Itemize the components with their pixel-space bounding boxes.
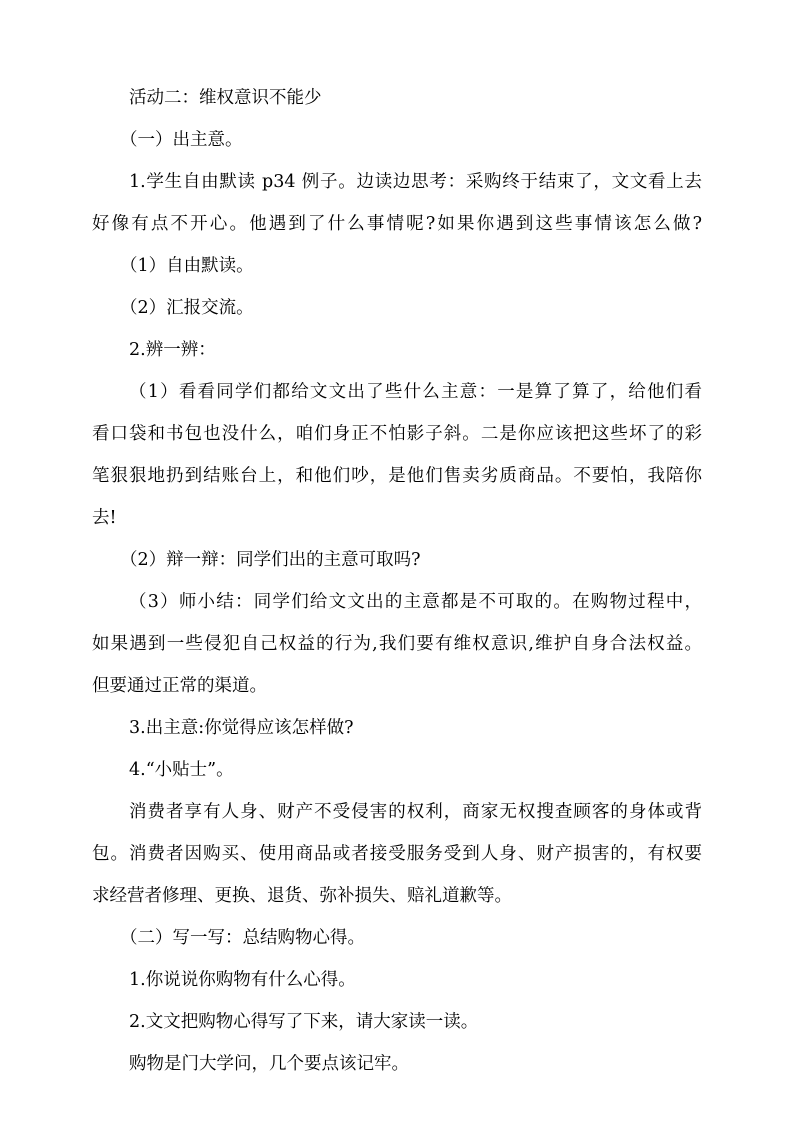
list-item: （2）汇报交流。 [120, 298, 254, 318]
paragraph-line: （3）师小结：同学们给文文出的主意都是不可取的。在购物过程中， [129, 592, 702, 612]
paragraph-line: 看口袋和书包也没什么，咱们身正不怕影子斜。二是你应该把这些坏了的彩 [92, 424, 702, 444]
paragraph-line: 包。消费者因购买、使用商品或者接受服务受到人身、财产损害的，有权要 [92, 844, 702, 864]
subsection-heading: 2.辨一辨： [129, 340, 216, 360]
paragraph-line: 笔狠狠地扔到结账台上，和他们吵，是他们售卖劣质商品。不要怕，我陪你 [92, 466, 702, 486]
paragraph-line: 消费者享有人身、财产不受侵害的权利，商家无权搜查顾客的身体或背 [129, 802, 702, 822]
list-item: （2）辩一辩：同学们出的主意可取吗? [120, 550, 421, 570]
list-item: 2.文文把购物心得写了下来，请大家读一读。 [129, 1012, 479, 1032]
section-heading-2: （二）写一写：总结购物心得。 [120, 928, 365, 948]
paragraph-line: 1.学生自由默读 p34 例子。边读边思考：采购终于结束了，文文看上去 [129, 172, 702, 192]
subsection-heading: 4.“小贴士”。 [129, 760, 234, 780]
paragraph-line: 好像有点不开心。他遇到了什么事情呢?如果你遇到这些事情该怎么做? [92, 214, 702, 234]
paragraph-line: 求经营者修理、更换、退货、弥补损失、赔礼道歉等。 [92, 886, 512, 906]
subsection-heading: 3.出主意:你觉得应该怎样做? [129, 718, 354, 738]
paragraph-line: 去! [92, 508, 117, 528]
paragraph-line: （1）看看同学们都给文文出了些什么主意：一是算了算了，给他们看 [129, 382, 702, 402]
activity-heading: 活动二：维权意识不能少 [129, 88, 322, 108]
section-heading-1: （一）出主意。 [120, 130, 243, 150]
paragraph-line: 如果遇到一些侵犯自己权益的行为,我们要有维权意识,维护自身合法权益。 [92, 634, 702, 654]
list-item: （1）自由默读。 [120, 256, 254, 276]
list-item: 1.你说说你购物有什么心得。 [129, 970, 356, 990]
paragraph-line: 购物是门大学问，几个要点该记牢。 [129, 1054, 409, 1074]
paragraph-line: 但要通过正常的渠道。 [92, 676, 267, 696]
